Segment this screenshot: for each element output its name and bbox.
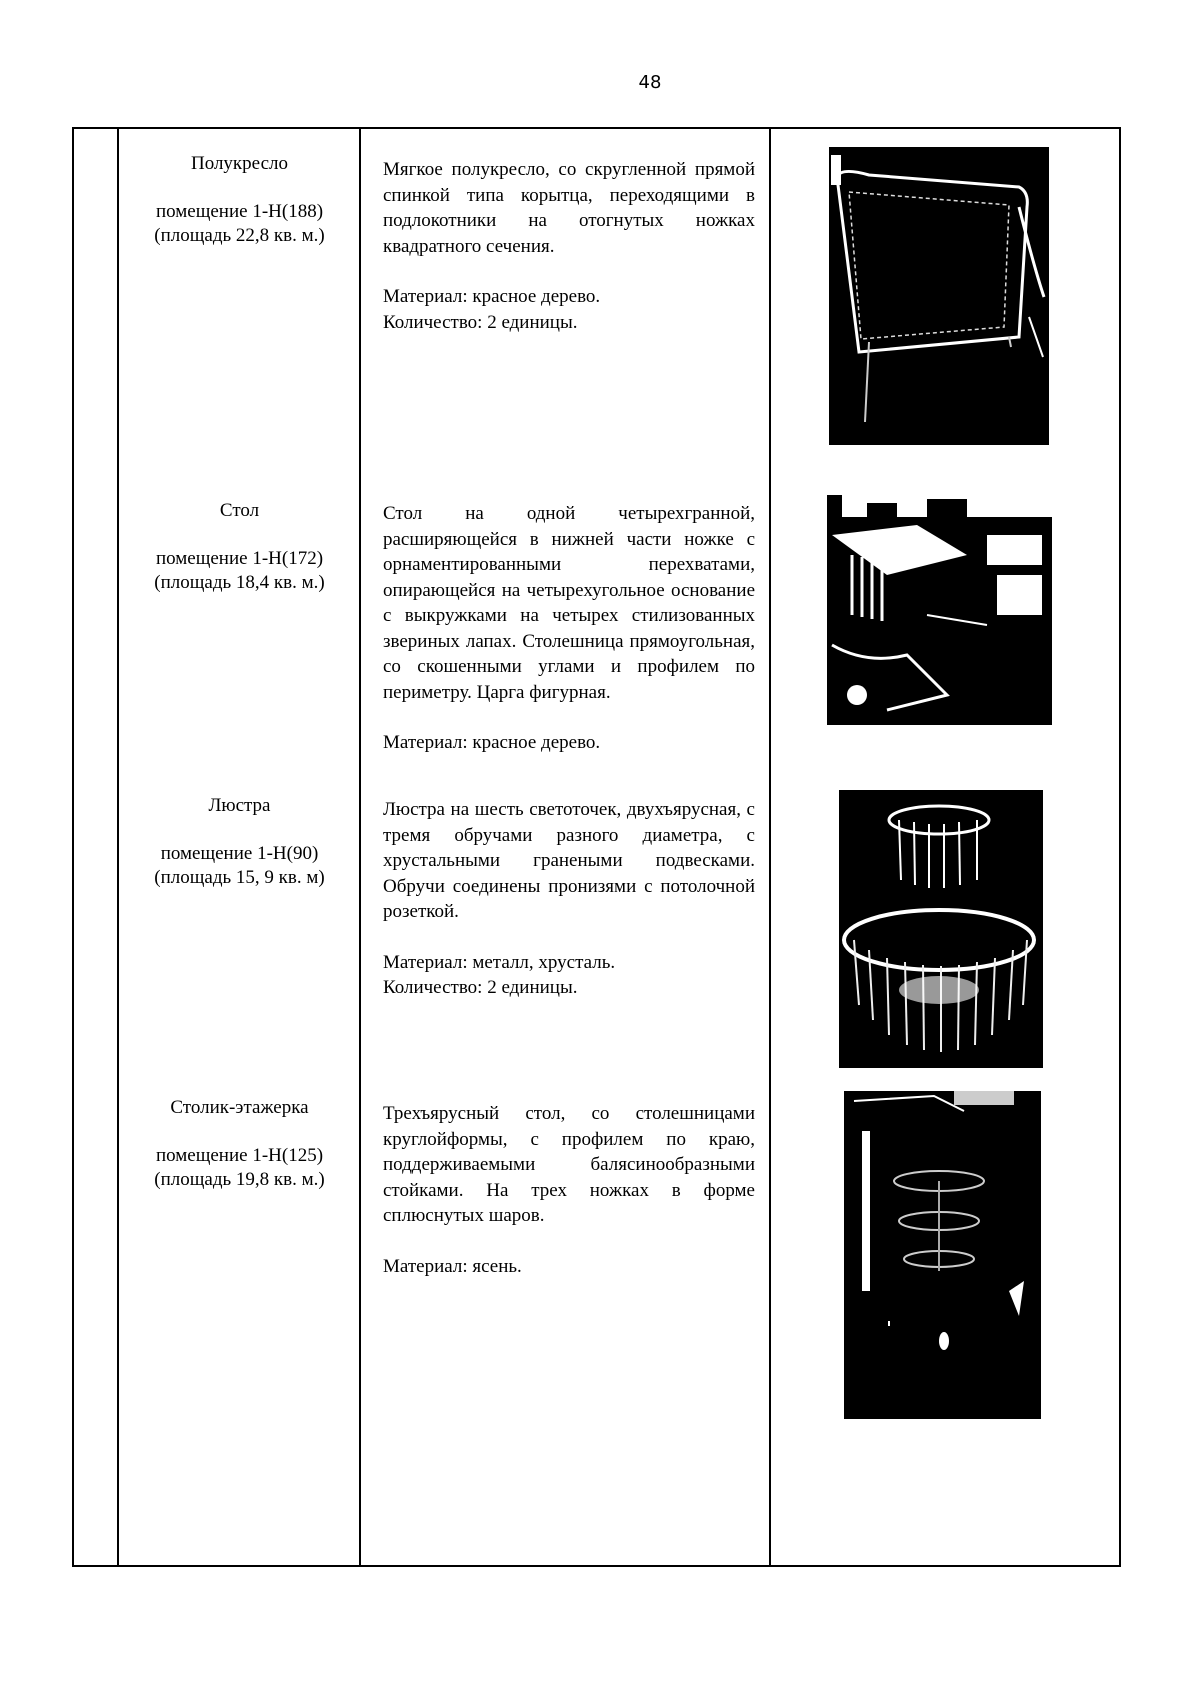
item-description-cell (383, 1101, 755, 1279)
item-material: Материал: красное дерево. (383, 286, 601, 307)
table-photo (827, 495, 1052, 725)
item-room: помещение 1-Н(188) (155, 201, 324, 222)
item-description: Трехъярусный стол, со столешницами круглойформы, с профилем по краю, поддерживаемыми балясинообразными стойками. На трех ножках в форме сплюснутых шаров. (383, 1103, 755, 1226)
item-name-cell (122, 1096, 357, 1192)
item-area: (площадь 22,8 кв. м.) (154, 225, 325, 246)
column-divider (359, 129, 361, 1565)
item-room: помещение 1-Н(90) (160, 843, 319, 864)
item-quantity: Количество: 2 единицы. (383, 977, 578, 998)
item-room: помещение 1-Н(172) (155, 548, 324, 569)
shelf-table-photo-image (844, 1091, 1041, 1419)
item-description-cell (383, 157, 755, 335)
item-title: Столик-этажерка (170, 1097, 309, 1118)
item-area: (площадь 15, 9 кв. м) (154, 867, 325, 888)
item-room: помещение 1-Н(125) (155, 1145, 324, 1166)
item-area: (площадь 18,4 кв. м.) (154, 572, 325, 593)
item-title: Стол (219, 500, 260, 521)
item-description: Мягкое полукресло, со скругленной прямой спинкой типа корытца, переходящими в подлокотники на отогнутых ножках квадратного сечения. (383, 159, 755, 257)
item-name-cell (122, 499, 357, 595)
page-number: 48 (638, 72, 662, 93)
item-material: Материал: красное дерево. (383, 732, 601, 753)
item-name-cell (122, 152, 357, 248)
chandelier-photo (839, 790, 1043, 1068)
column-divider (769, 129, 771, 1565)
inventory-table (72, 127, 1121, 1567)
item-title: Полукресло (190, 153, 288, 174)
item-description-cell (383, 797, 755, 1001)
chandelier-photo-image (839, 790, 1043, 1068)
column-divider (117, 129, 119, 1565)
table-photo-image (827, 495, 1052, 725)
item-title: Люстра (208, 795, 271, 816)
item-quantity: Количество: 2 единицы. (383, 311, 578, 333)
item-area: (площадь 19,8 кв. м.) (154, 1169, 325, 1190)
item-description: Стол на одной четырехгранной, расширяющейся в нижней части ножке с орнаментированными перехватами, опирающейся на четырехугольное основание с выкружками на четырех стилизованных звериных лапах. Столешница прямоугольная, со скошенными углами и профилем по периметру. Царга фигурная. (383, 503, 755, 703)
armchair-photo-image (829, 147, 1049, 445)
armchair-photo (829, 147, 1049, 445)
item-description-cell (383, 501, 755, 756)
item-material: Материал: металл, хрусталь. (383, 951, 616, 973)
item-description: Люстра на шесть светоточек, двухъярусная, с тремя обручами разного диаметра, с хрустальными гранеными подвесками. Обручи соединены пронизями с потолочной розеткой. (383, 799, 755, 922)
item-name-cell (122, 794, 357, 890)
shelf-table-photo (844, 1091, 1041, 1419)
item-material: Материал: ясень. (383, 1255, 522, 1277)
